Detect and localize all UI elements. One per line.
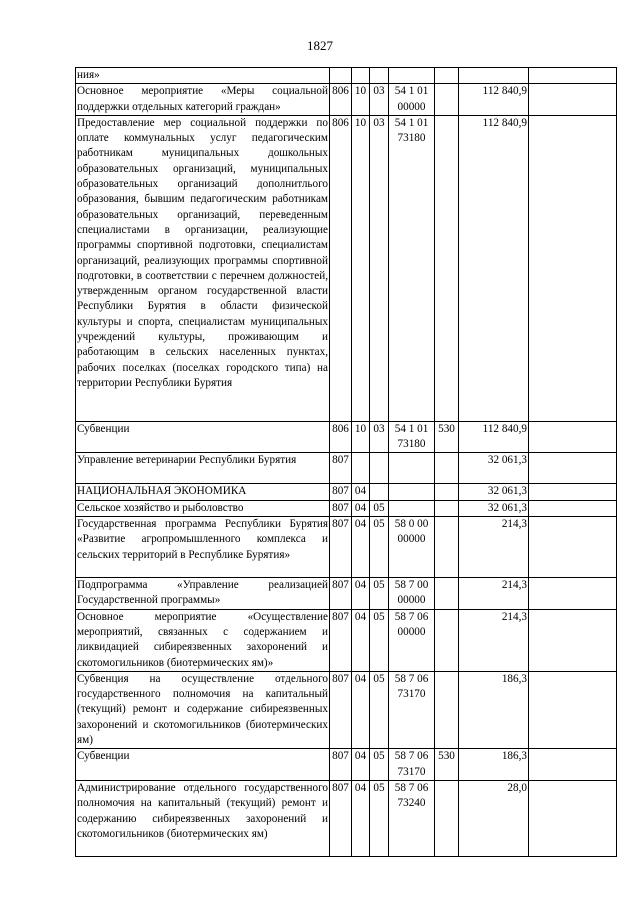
table-row — [76, 671, 617, 748]
row-name-cell: Субвенция на осуществление отдельного государственного полномочия на капитальный (текущий) ремонт и содержание сибиреязвенных захоронений и скотомогильников (биотермических ям) — [76, 671, 330, 748]
row-name-cell: НАЦИОНАЛЬНАЯ ЭКОНОМИКА — [76, 484, 330, 500]
grbs-code-cell: 806 — [330, 115, 352, 421]
subsection-code-cell — [370, 484, 389, 500]
grbs-code-cell: 807 — [330, 780, 352, 856]
section-code-cell: 10 — [352, 84, 370, 116]
extra-amount-cell — [529, 421, 617, 453]
expense-type-cell — [435, 115, 459, 421]
target-article-cell — [389, 578, 435, 610]
grbs-code-cell: 807 — [330, 517, 352, 578]
amount-cell: 112 840,9 — [459, 421, 529, 453]
extra-amount-cell — [529, 609, 617, 671]
section-code-cell — [352, 453, 370, 484]
extra-amount-cell — [529, 68, 617, 84]
amount-cell: 32 061,3 — [459, 500, 529, 516]
section-code-cell: 10 — [352, 115, 370, 421]
table-row — [76, 517, 617, 578]
budget-table — [75, 67, 617, 857]
amount-cell: 186,3 — [459, 749, 529, 781]
target-article-cell — [389, 609, 435, 671]
subsection-code-cell: 05 — [370, 500, 389, 516]
subsection-code-cell: 03 — [370, 84, 389, 116]
row-name-cell: Управление ветеринарии Республики Бурятия — [76, 453, 330, 484]
target-article-line-2: 00000 — [397, 594, 426, 607]
amount-cell: 28,0 — [459, 780, 529, 856]
table-row — [76, 749, 617, 781]
extra-amount-cell — [529, 671, 617, 748]
row-name-cell: Основное мероприятие «Осуществление мероприятий, связанных с содержанием и ликвидацией сибиреязвенных захоронений и скотомогильников (биотермических ям)» — [76, 609, 330, 671]
target-article-cell — [389, 68, 435, 84]
expense-type-cell — [435, 500, 459, 516]
extra-amount-cell — [529, 115, 617, 421]
extra-amount-cell — [529, 453, 617, 484]
target-article-line-1: 58 0 00 — [394, 518, 429, 531]
amount-cell: 186,3 — [459, 671, 529, 748]
extra-amount-cell — [529, 84, 617, 116]
expense-type-cell — [435, 517, 459, 578]
target-article-line-2: 00000 — [397, 533, 426, 546]
subsection-code-cell — [370, 453, 389, 484]
row-name-cell: Государственная программа Республики Бурятия «Развитие агропромышленного комплекса и сельских территорий в Республике Бурятия» — [76, 517, 330, 578]
row-name-cell: Основное мероприятие «Меры социальной поддержки отдельных категорий граждан» — [76, 84, 330, 116]
section-code-cell: 04 — [352, 609, 370, 671]
table-row — [76, 780, 617, 856]
table-row — [76, 115, 617, 421]
target-article-cell — [389, 453, 435, 484]
subsection-code-cell: 05 — [370, 780, 389, 856]
target-article-line-1: 54 1 01 — [394, 422, 429, 435]
section-code-cell: 04 — [352, 749, 370, 781]
expense-type-cell — [435, 453, 459, 484]
extra-amount-cell — [529, 484, 617, 500]
section-code-cell — [352, 68, 370, 84]
amount-cell: 32 061,3 — [459, 484, 529, 500]
target-article-line-2: 73180 — [397, 132, 426, 145]
target-article-line-2: 00000 — [397, 625, 426, 638]
section-code-cell: 04 — [352, 578, 370, 610]
target-article-line-1: 58 7 06 — [394, 672, 429, 685]
table-row — [76, 68, 617, 84]
row-name-cell: Подпрограмма «Управление реализацией Государственной программы» — [76, 578, 330, 610]
amount-cell — [459, 68, 529, 84]
budget-table-body — [76, 68, 617, 857]
expense-type-cell — [435, 68, 459, 84]
row-name-cell: ния» — [76, 68, 330, 84]
row-name-cell: Субвенции — [76, 421, 330, 453]
target-article-line-2: 73180 — [397, 438, 426, 451]
target-article-line-2: 73170 — [397, 765, 426, 778]
expense-type-cell — [435, 671, 459, 748]
grbs-code-cell: 807 — [330, 671, 352, 748]
target-article-line-2: 73240 — [397, 797, 426, 810]
target-article-cell — [389, 84, 435, 116]
grbs-code-cell: 807 — [330, 609, 352, 671]
target-article-cell — [389, 517, 435, 578]
subsection-code-cell: 05 — [370, 517, 389, 578]
subsection-code-cell: 03 — [370, 421, 389, 453]
expense-type-cell — [435, 84, 459, 116]
table-row — [76, 84, 617, 116]
section-code-cell: 04 — [352, 671, 370, 748]
table-row — [76, 484, 617, 500]
grbs-code-cell: 807 — [330, 484, 352, 500]
target-article-cell — [389, 421, 435, 453]
grbs-code-cell: 807 — [330, 500, 352, 516]
table-row — [76, 578, 617, 610]
row-name-cell: Сельское хозяйство и рыболовство — [76, 500, 330, 516]
grbs-code-cell: 807 — [330, 453, 352, 484]
subsection-code-cell: 05 — [370, 609, 389, 671]
expense-type-cell — [435, 609, 459, 671]
target-article-line-1: 54 1 01 — [394, 85, 429, 98]
expense-type-cell — [435, 780, 459, 856]
table-row — [76, 421, 617, 453]
target-article-line-1: 54 1 01 — [394, 116, 429, 129]
section-code-cell: 04 — [352, 517, 370, 578]
subsection-code-cell: 05 — [370, 671, 389, 748]
subsection-code-cell: 05 — [370, 578, 389, 610]
target-article-line-2: 00000 — [397, 100, 426, 113]
extra-amount-cell — [529, 517, 617, 578]
extra-amount-cell — [529, 780, 617, 856]
row-name-cell: Предоставление мер социальной поддержки по оплате коммунальных услуг педагогическим работникам муниципальных дошкольных образовательных организаций, муниципальных образовательных организаций дополнитлього образования, бывшим педагогическим работникам образовательных организаций, переведенным специалистами в организации, реализующие программы спортивной подготовки, специалистам организаций, реализующих программы спортивной подготовки, в соответствии с перечнем должностей, утвержденным органом государственной власти Республики Бурятия в области физической культуры и спорта, специалистам муниципальных учреждений культуры, проживающим и работающим в сельских населенных пунктах, рабочих поселках (поселках городского типа) на территории Республики Бурятия — [76, 115, 330, 421]
target-article-cell — [389, 500, 435, 516]
page-number: 1827 — [307, 38, 333, 53]
target-article-line-1: 58 7 06 — [394, 781, 429, 794]
section-code-cell: 04 — [352, 780, 370, 856]
target-article-cell — [389, 780, 435, 856]
grbs-code-cell: 807 — [330, 578, 352, 610]
amount-cell: 32 061,3 — [459, 453, 529, 484]
table-row — [76, 453, 617, 484]
grbs-code-cell — [330, 68, 352, 84]
row-name-cell: Администрирование отдельного государственного полномочия на капитальный (текущий) ремонт и содержанию сибиреязвенных захоронений и скотомогильников (биотермических ям) — [76, 780, 330, 856]
expense-type-cell: 530 — [435, 749, 459, 781]
section-code-cell: 04 — [352, 500, 370, 516]
table-row — [76, 500, 617, 516]
target-article-line-1: 58 7 00 — [394, 579, 429, 592]
grbs-code-cell: 806 — [330, 421, 352, 453]
target-article-cell — [389, 671, 435, 748]
target-article-cell — [389, 749, 435, 781]
section-code-cell: 10 — [352, 421, 370, 453]
amount-cell: 214,3 — [459, 609, 529, 671]
extra-amount-cell — [529, 578, 617, 610]
section-code-cell: 04 — [352, 484, 370, 500]
grbs-code-cell: 806 — [330, 84, 352, 116]
expense-type-cell — [435, 578, 459, 610]
target-article-line-1: 58 7 06 — [394, 610, 429, 623]
amount-cell: 214,3 — [459, 578, 529, 610]
subsection-code-cell: 05 — [370, 749, 389, 781]
expense-type-cell: 530 — [435, 421, 459, 453]
subsection-code-cell: 03 — [370, 115, 389, 421]
expense-type-cell — [435, 484, 459, 500]
table-row — [76, 609, 617, 671]
grbs-code-cell: 807 — [330, 749, 352, 781]
target-article-line-1: 58 7 06 — [394, 750, 429, 763]
amount-cell: 112 840,9 — [459, 84, 529, 116]
subsection-code-cell — [370, 68, 389, 84]
amount-cell: 112 840,9 — [459, 115, 529, 421]
target-article-cell — [389, 115, 435, 421]
target-article-cell — [389, 484, 435, 500]
row-name-cell: Субвенции — [76, 749, 330, 781]
target-article-line-2: 73170 — [397, 688, 426, 701]
extra-amount-cell — [529, 500, 617, 516]
amount-cell: 214,3 — [459, 517, 529, 578]
extra-amount-cell — [529, 749, 617, 781]
